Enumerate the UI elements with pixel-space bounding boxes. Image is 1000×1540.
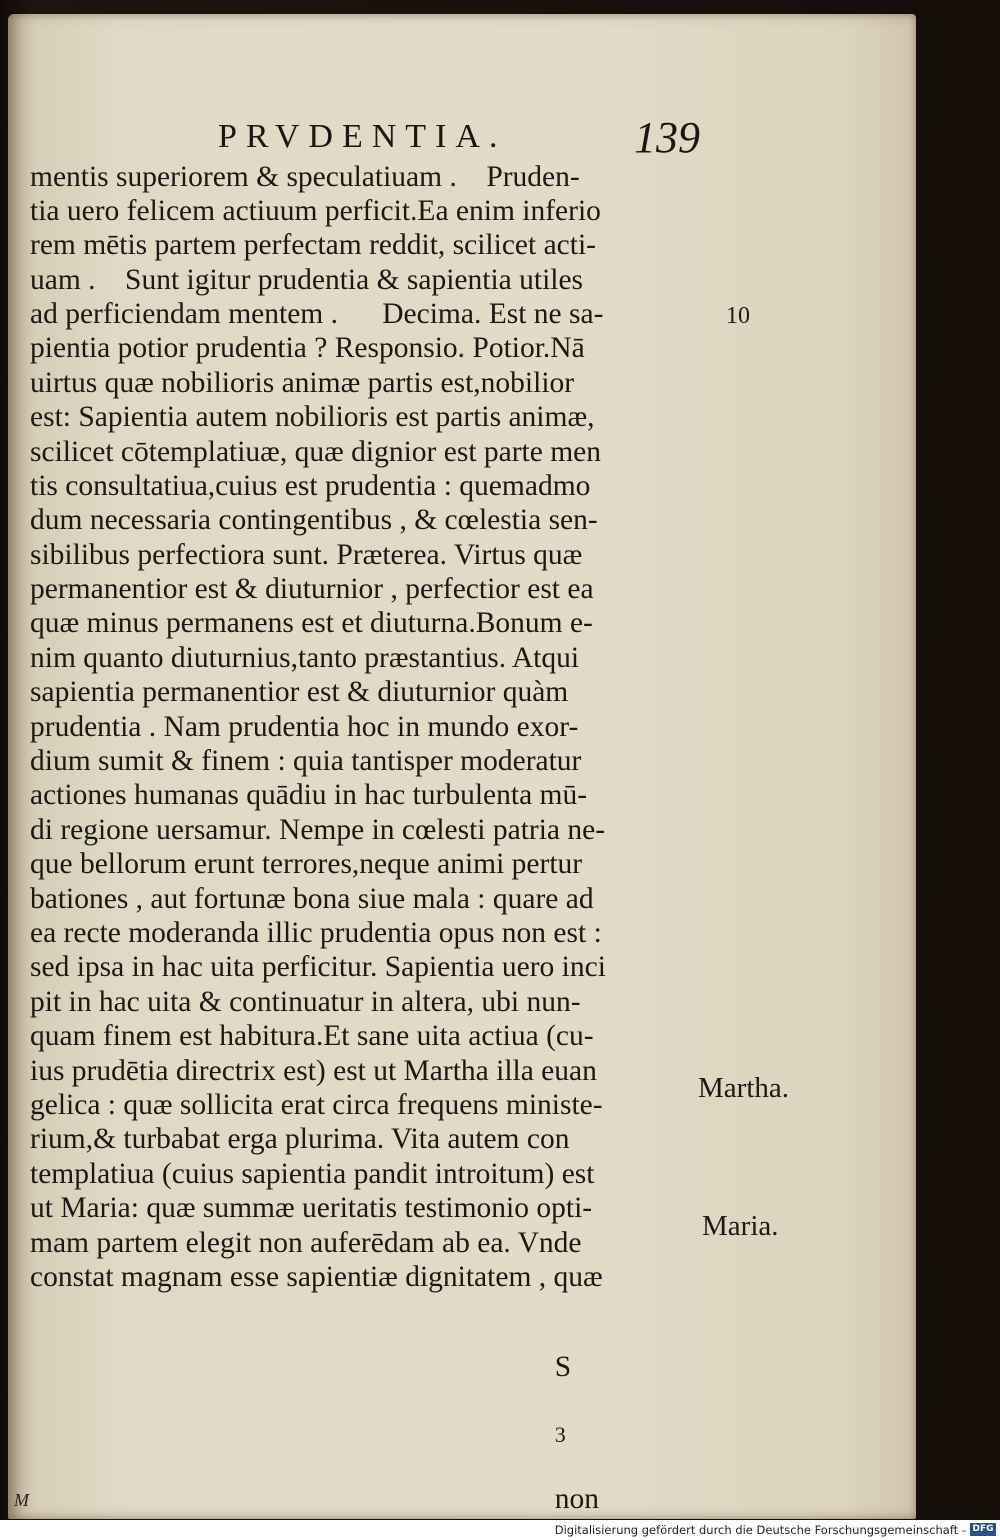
- text-line: mentis superiorem & speculatiuam . Pruden-: [30, 161, 580, 193]
- text-line: di regione uersamur. Nempe in cœlesti patria ne-: [30, 814, 606, 846]
- text-line: ea recte moderanda illic prudentia opus non est :: [30, 917, 602, 949]
- text-line: scilicet cōtemplatiuæ, quæ dignior est parte men: [30, 436, 602, 468]
- text-line: bationes , aut fortunæ bona siue mala : quare ad: [30, 883, 594, 915]
- margin-note-maria: Maria.: [702, 1210, 779, 1242]
- text-line: tis consultatiua,cuius est prudentia : quemadmo: [30, 470, 591, 502]
- text-line: uirtus quæ nobilioris animæ partis est,nobilior: [30, 367, 575, 399]
- margin-line-number: 10: [726, 303, 750, 329]
- text-line: ut Maria: quæ summæ ueritatis testimonio opti-: [30, 1192, 593, 1224]
- text-line: tia uero felicem actiuum perficit.Ea enim inferio: [30, 195, 601, 227]
- text-line: mam partem elegit non auferēdam ab ea. Vnde: [30, 1227, 582, 1259]
- dfg-logo-icon: DFG: [970, 1523, 996, 1536]
- signature-number: 3: [554, 1422, 566, 1447]
- text-line: nim quanto diuturnius,tanto præstantius. Atqui: [30, 642, 580, 674]
- text-line: prudentia . Nam prudentia hoc in mundo exor-: [30, 711, 579, 743]
- text-line: quam finem est habitura.Et sane uita actiua (cu-: [30, 1020, 594, 1052]
- text-line: templatiua (cuius sapientia pandit introitum) est: [30, 1158, 595, 1190]
- text-line: rium,& turbabat erga plurima. Vita autem con: [30, 1123, 570, 1155]
- text-line: rem mētis partem perfectam reddit, scilicet acti-: [30, 229, 596, 261]
- text-line: dium sumit & finem : quia tantisper moderatur: [30, 745, 582, 777]
- text-line: ad perficiendam mentem . Decima. Est ne sa-: [30, 298, 604, 330]
- text-line: permanentior est & diuturnior , perfectior est ea: [30, 573, 594, 605]
- text-line: sapientia permanentior est & diuturnior quàm: [30, 676, 569, 708]
- text-line: sed ipsa in hac uita perficitur. Sapientia uero inci: [30, 951, 606, 983]
- text-line: dum necessaria contingentibus , & cœlestia sen-: [30, 504, 598, 536]
- catchword: non: [554, 1483, 599, 1515]
- footer-credit: Digitalisierung gefördert durch die Deutsche Forschungsgemeinschaft -: [554, 1523, 966, 1537]
- text-line: que bellorum erunt terrores,neque animi pertur: [30, 848, 583, 880]
- running-header: PRVDENTIA.: [218, 118, 507, 155]
- margin-note-martha: Martha.: [698, 1072, 789, 1104]
- text-line: pit in hac uita & continuatur in altera, ubi nun-: [30, 986, 581, 1018]
- text-line: gelica : quæ sollicita erat circa frequens ministe-: [30, 1089, 603, 1121]
- text-line: constat magnam esse sapientiæ dignitatem , quæ: [30, 1261, 603, 1293]
- text-line: pientia potior prudentia ? Responsio. Potior.Nā: [30, 332, 585, 364]
- signature-line: [540, 1318, 599, 1516]
- text-line: ius prudētia directrix est) est ut Martha illa euan: [30, 1055, 597, 1087]
- text-line: actiones humanas quādiu in hac turbulenta mū-: [30, 779, 588, 811]
- page-number: 139: [634, 113, 700, 162]
- text-line: uam . Sunt igitur prudentia & sapientia utiles: [30, 264, 584, 296]
- text-line: sibilibus perfectiora sunt. Præterea. Virtus quæ: [30, 539, 583, 571]
- text-line: est: Sapientia autem nobilioris est partis animæ,: [30, 401, 595, 433]
- edge-mark: M: [14, 1490, 29, 1510]
- signature-mark: S: [554, 1351, 572, 1383]
- text-line: quæ minus permanens est et diuturna.Bonum e-: [30, 607, 593, 639]
